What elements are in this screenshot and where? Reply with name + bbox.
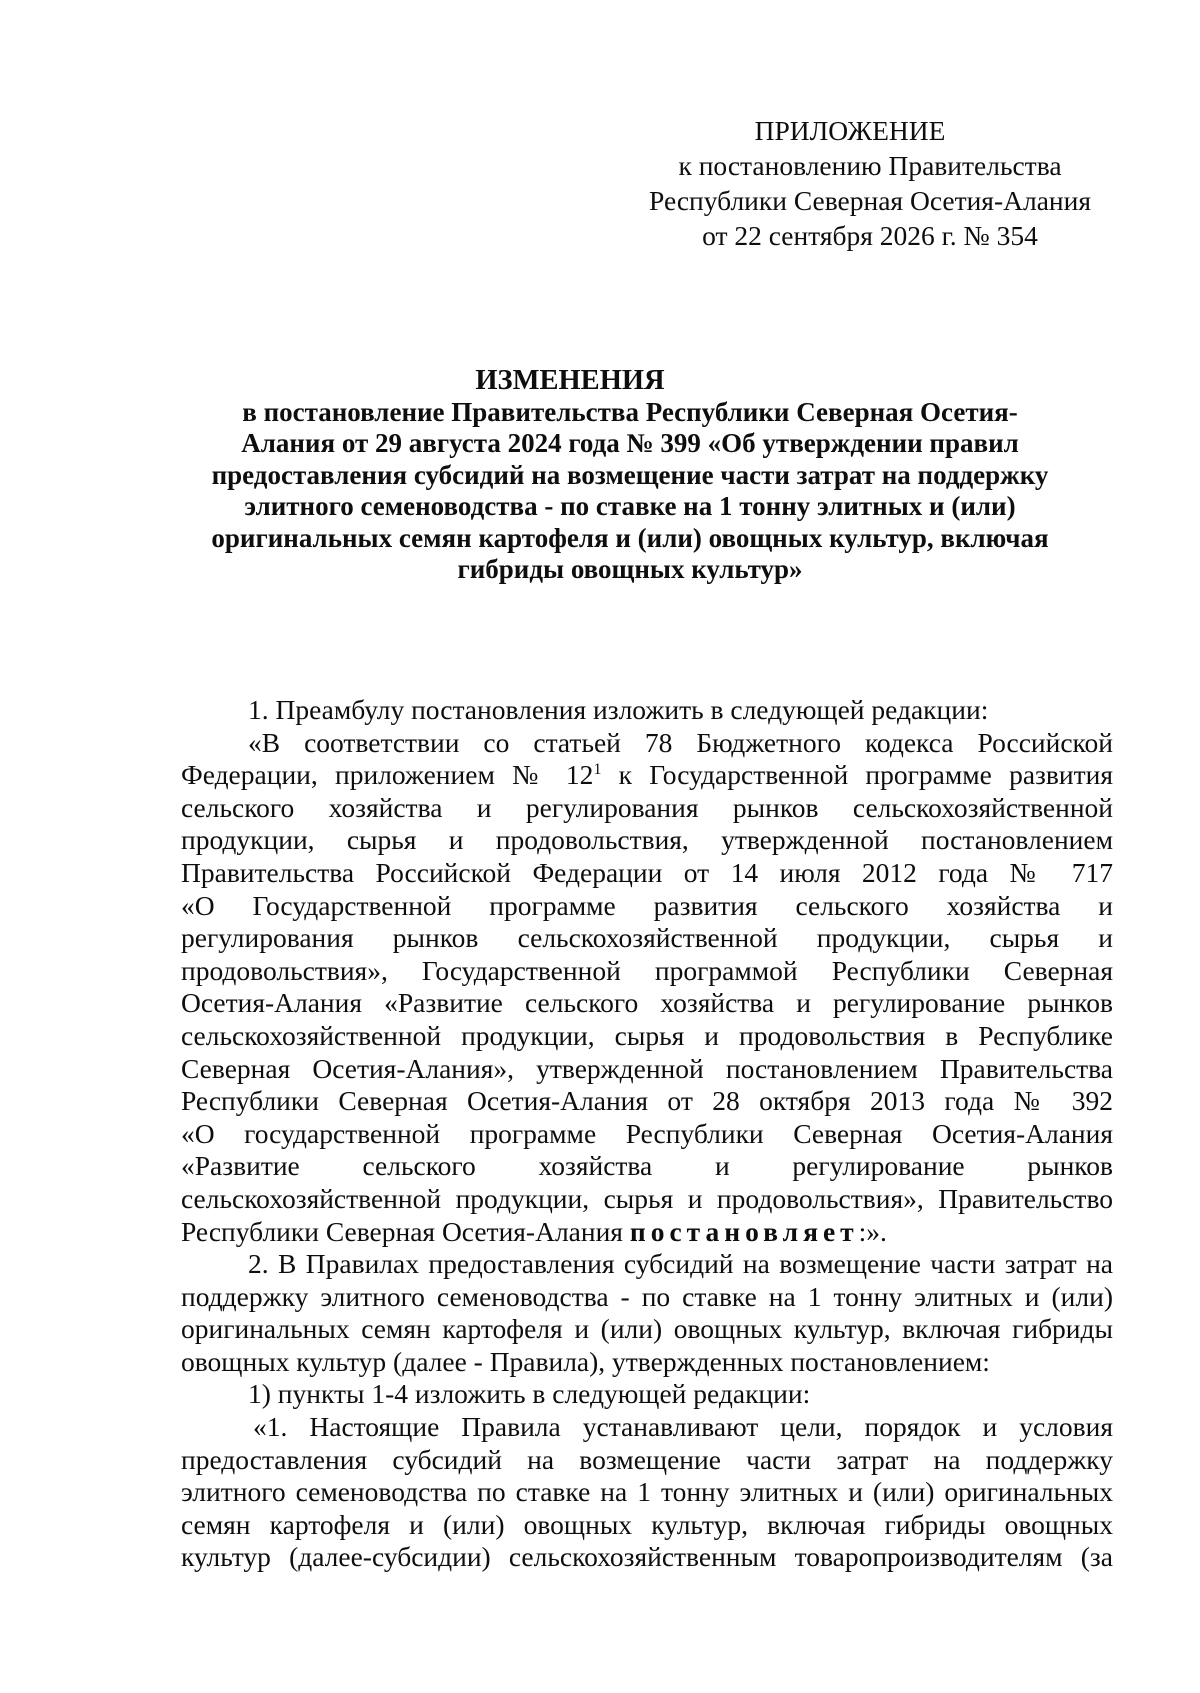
- appendix-date-number: от 22 сентября 2026 г. № 354: [702, 220, 1038, 251]
- title-line: элитного семеноводства - по ставке на 1 тонну элитных и (или): [244, 491, 1016, 521]
- document-body: [181, 694, 1113, 1574]
- footnote-superscript: 1: [593, 761, 602, 779]
- text-line: «1. Настоящие Правила устанавливают цели, порядок и условия: [253, 1411, 1113, 1443]
- text-fragment: Республики Северная Осетия-Алания: [181, 1215, 630, 1247]
- text-fragment: :».: [858, 1215, 887, 1247]
- paragraph-2: [181, 1248, 1113, 1378]
- text-line: продукции, сырья и продовольствия, утвержденной постановлением: [181, 824, 1113, 856]
- text-line: овощных культур (далее - Правила), утвержденных постановлением:: [181, 1345, 990, 1377]
- text-line: сельского хозяйства и регулирования рынков сельскохозяйственной: [181, 791, 1113, 823]
- appendix-line: Республики Северная Осетия-Алания: [649, 185, 1091, 216]
- text-line: «В соответствии со статьей 78 Бюджетного кодекса Российской: [248, 726, 1113, 758]
- title-line: Алания от 29 августа 2024 года № 399 «Об утверждении правил: [241, 428, 1019, 458]
- title-line: в постановление Правительства Республики Северная Осетия-: [242, 396, 1018, 427]
- text-line: [181, 1216, 1113, 1249]
- text-line: поддержку элитного семеноводства - по ставке на 1 тонну элитных и (или): [181, 1280, 1113, 1312]
- text-line: культур (далее-субсидии) сельскохозяйственным товаропроизводителям (за: [181, 1541, 1113, 1573]
- paragraph-1: [181, 694, 1113, 727]
- decree-word: постановляет: [629, 1215, 859, 1247]
- text-line: семян картофеля и (или) овощных культур, включая гибриды овощных: [181, 1508, 1113, 1540]
- title-line: предоставления субсидий на возмещение части затрат на поддержку: [211, 459, 1049, 490]
- text-line: 2. В Правилах предоставления субсидий на возмещение части затрат на: [248, 1248, 1113, 1280]
- text-line: Республики Северная Осетия-Алания от 28 октября 2013 года № 392: [181, 1085, 1113, 1117]
- appendix-line: к постановлению Правительства: [678, 150, 1062, 181]
- title-line: гибриды овощных культур»: [457, 554, 803, 584]
- text-fragment: Федерации, приложением № 12: [181, 759, 594, 791]
- text-fragment: к Государственной программе развития: [601, 759, 1114, 791]
- paragraph-rules-1: [181, 1411, 1113, 1574]
- text-line: [181, 759, 1113, 792]
- text-line: «О государственной программе Республики Северная Осетия-Алания: [181, 1117, 1113, 1149]
- document-title: [200, 365, 1060, 586]
- text-line: оригинальных семян картофеля и (или) овощных культур, включая гибриды: [181, 1313, 1113, 1345]
- text-line: сельскохозяйственной продукции, сырья и продовольствия в Республике: [181, 1019, 1113, 1051]
- appendix-header: [580, 113, 1160, 253]
- text-line: 1. Преамбулу постановления изложить в следующей редакции:: [248, 694, 989, 725]
- text-line: «Развитие сельского хозяйства и регулирование рынков: [181, 1150, 1113, 1182]
- text-line: 1) пункты 1-4 изложить в следующей редакции:: [248, 1378, 811, 1410]
- text-line: «О Государственной программе развития сельского хозяйства и: [181, 889, 1113, 921]
- title-line: оригинальных семян картофеля и (или) овощных культур, включая: [211, 522, 1049, 553]
- text-line: продовольствия», Государственной программой Республики Северная: [181, 954, 1113, 986]
- title-heading: ИЗМЕНЕНИЯ: [475, 365, 665, 396]
- text-line: Северная Осетия-Алания», утвержденной постановлением Правительства: [181, 1052, 1113, 1084]
- text-line: предоставления субсидий на возмещение части затрат на поддержку: [181, 1443, 1113, 1475]
- text-line: элитного семеноводства по ставке на 1 тонну элитных и (или) оригинальных: [181, 1476, 1113, 1508]
- appendix-label: ПРИЛОЖЕНИЕ: [754, 115, 946, 146]
- subparagraph-1: [181, 1378, 1113, 1411]
- text-line: Правительства Российской Федерации от 14 июля 2012 года № 717: [181, 856, 1113, 888]
- paragraph-preamble: [181, 727, 1113, 1249]
- text-line: Осетия-Алания «Развитие сельского хозяйства и регулирование рынков: [181, 987, 1113, 1019]
- text-line: сельскохозяйственной продукции, сырья и продовольствия», Правительство: [181, 1182, 1113, 1214]
- text-line: регулирования рынков сельскохозяйственной продукции, сырья и: [181, 922, 1113, 954]
